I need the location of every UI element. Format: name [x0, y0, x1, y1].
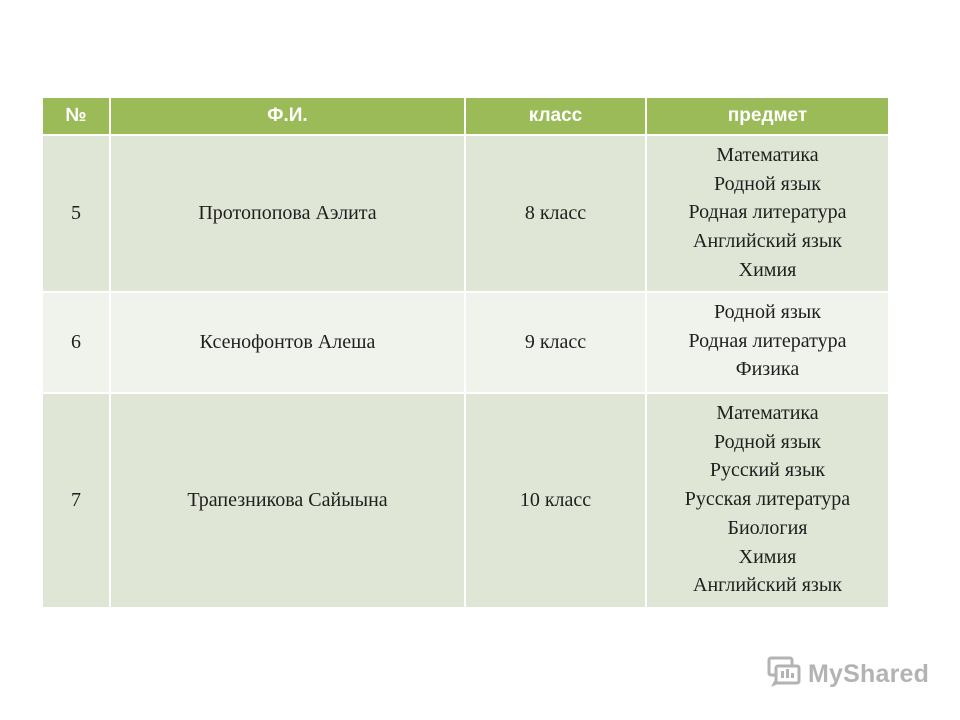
subject-item: Химия — [738, 545, 797, 568]
row-subjects — [646, 135, 889, 292]
row-subjects — [646, 292, 889, 393]
header-row — [42, 97, 889, 135]
subject-item: Английский язык — [693, 230, 842, 253]
subject-item: Математика — [716, 402, 819, 424]
subject-item: Физика — [735, 358, 800, 381]
subject-item: Русская литература — [684, 488, 851, 511]
subject-item: Родной язык — [714, 430, 821, 453]
subject-item: Математика — [716, 144, 819, 166]
table-row — [42, 292, 889, 393]
header-class: класс — [465, 97, 646, 135]
header-name: Ф.И. — [110, 97, 465, 135]
table-row — [42, 393, 889, 608]
row-subjects — [646, 393, 889, 608]
row-class: 10 класс — [465, 393, 646, 608]
row-number: 5 — [42, 135, 110, 292]
subject-item: Английский язык — [693, 574, 842, 597]
subject-item: Химия — [738, 258, 797, 281]
row-name: Ксенофонтов Алеша — [110, 292, 465, 393]
subject-item: Родной язык — [714, 172, 821, 195]
row-class: 8 класс — [465, 135, 646, 292]
subject-item: Русский язык — [709, 459, 826, 482]
header-subject: предмет — [646, 97, 889, 135]
row-number: 7 — [42, 393, 110, 608]
table-row — [42, 135, 889, 292]
subject-item: Родная литература — [688, 329, 847, 352]
header-number: № — [42, 97, 110, 135]
subject-item: Биология — [727, 516, 808, 539]
row-name: Трапезникова Сайыына — [110, 393, 465, 608]
students-table — [41, 96, 890, 609]
watermark — [766, 656, 929, 692]
shared-logo-icon — [766, 655, 802, 694]
row-name: Протопопова Аэлита — [110, 135, 465, 292]
subject-item: Родная литература — [688, 201, 847, 224]
subject-item: Родной язык — [714, 301, 821, 323]
row-class: 9 класс — [465, 292, 646, 393]
row-number: 6 — [42, 292, 110, 393]
watermark-text: MyShared — [808, 659, 930, 688]
